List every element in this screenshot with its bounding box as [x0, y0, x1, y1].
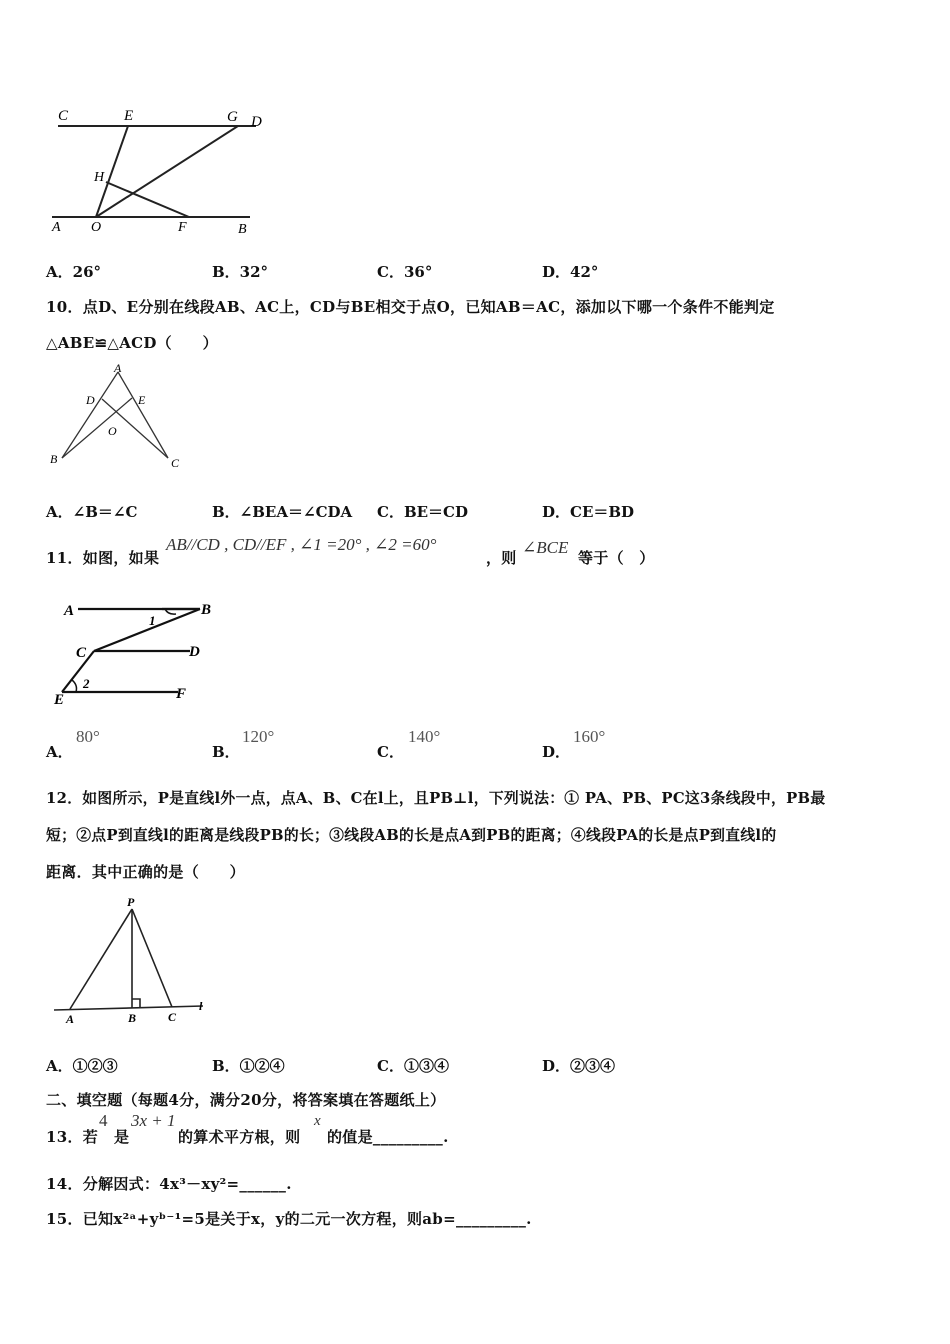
label-a: A: [66, 1012, 75, 1025]
q10-line2: △ABE≌△ACD（ ）: [46, 334, 218, 352]
q13-suffix: 的值是_________.: [327, 1128, 449, 1146]
q13-x: x: [314, 1113, 321, 1129]
label-g: G: [227, 109, 238, 125]
label-c: C: [76, 645, 87, 661]
q12-option-b: B．①②④: [212, 1057, 285, 1075]
q9-figure: [44, 100, 274, 240]
label-1: 1: [149, 613, 156, 628]
q9-option-b: B．32°: [212, 263, 269, 281]
label-h: H: [94, 170, 105, 185]
label-a: A: [52, 220, 61, 235]
q13-expr: 3x + 1: [131, 1111, 176, 1130]
label-o: O: [108, 424, 117, 438]
q11-mid: ，则: [486, 549, 517, 567]
label-e: E: [54, 692, 65, 708]
q11-option-b-value: 120°: [242, 727, 275, 746]
q11-option-a-letter: A．: [46, 743, 73, 761]
q10-figure: [44, 362, 194, 474]
segment-go: [96, 126, 238, 217]
q10-option-d: D．CE＝BD: [542, 503, 635, 521]
q10-option-b: B．∠BEA＝∠CDA: [212, 503, 353, 521]
q12-option-a: A．①②③: [46, 1057, 118, 1075]
q11-option-b-letter: B．: [212, 743, 240, 761]
q12-option-c: C．①③④: [377, 1057, 449, 1075]
q11-prefix: 11．如图，如果: [46, 549, 160, 567]
q9-option-a: A．26°: [46, 263, 102, 281]
label-2: 2: [83, 676, 90, 691]
q15-text: 15．已知x²ᵃ+yᵇ⁻¹=5是关于x，y的二元一次方程，则ab=_________.: [46, 1210, 532, 1228]
label-f: F: [176, 686, 187, 702]
label-c: C: [171, 456, 180, 470]
q13-prefix: 13．若: [46, 1128, 99, 1146]
label-c: C: [58, 108, 69, 124]
label-b: B: [201, 602, 212, 618]
q12-line3: 距离．其中正确的是（ ）: [46, 863, 245, 881]
q9-option-c: C．36°: [377, 263, 433, 281]
label-e: E: [124, 108, 134, 124]
label-d: D: [251, 114, 262, 130]
q13-is: 是: [114, 1128, 130, 1146]
q11-angle: ∠BCE: [522, 538, 569, 557]
label-b: B: [238, 222, 247, 237]
section-2-heading: 二、填空题（每题4分，满分20分，将答案填在答题纸上）: [46, 1091, 446, 1109]
q11-option-d-value: 160°: [573, 727, 606, 746]
label-l: l: [199, 999, 203, 1013]
label-e: E: [138, 393, 146, 407]
label-a: A: [64, 603, 75, 619]
q11-option-c-letter: C．: [377, 743, 404, 761]
q12-option-d: D．②③④: [542, 1057, 616, 1075]
q10-line1: 10．点D、E分别在线段AB、AC上，CD与BE相交于点O，已知AB＝AC，添加以下哪一个条件不能判定: [46, 298, 775, 316]
label-a: A: [114, 362, 122, 375]
label-c: C: [168, 1010, 177, 1024]
label-o: O: [91, 220, 102, 235]
label-b: B: [128, 1011, 137, 1025]
q14-text: 14．分解因式：4x³－xy²=______.: [46, 1175, 292, 1193]
q13-four: 4: [99, 1111, 108, 1130]
q9-option-d: D．42°: [542, 263, 599, 281]
q12-line2: 短；②点P到直线l的距离是线段PB的长；③线段AB的长是点A到PB的距离；④线段PA的长是点P到直线l的: [46, 827, 777, 844]
q11-suffix: 等于（ ）: [578, 549, 655, 567]
q13-mid: 的算术平方根，则: [178, 1128, 301, 1146]
q12-line1: 12．如图所示，P是直线l外一点，点A、B、C在l上，且PB⊥l，下列说法：① PA、PB、PC这3条线段中，PB最: [46, 790, 826, 807]
q11-option-d-letter: D．: [542, 743, 571, 761]
q12-figure: [48, 895, 213, 1025]
label-b: B: [50, 452, 58, 466]
q10-option-c: C．BE＝CD: [377, 503, 468, 521]
q11-figure: [50, 595, 225, 710]
label-p: P: [127, 895, 135, 909]
q11-condition: AB//CD , CD//EF , ∠1 =20° , ∠2 =60°: [166, 535, 437, 554]
label-d: D: [189, 644, 200, 660]
q10-option-a: A．∠B＝∠C: [46, 503, 138, 521]
q11-option-c-value: 140°: [408, 727, 441, 746]
segment-hf: [106, 182, 189, 217]
label-d: D: [86, 393, 95, 407]
label-f: F: [178, 220, 187, 235]
q11-option-a-value: 80°: [76, 727, 100, 746]
